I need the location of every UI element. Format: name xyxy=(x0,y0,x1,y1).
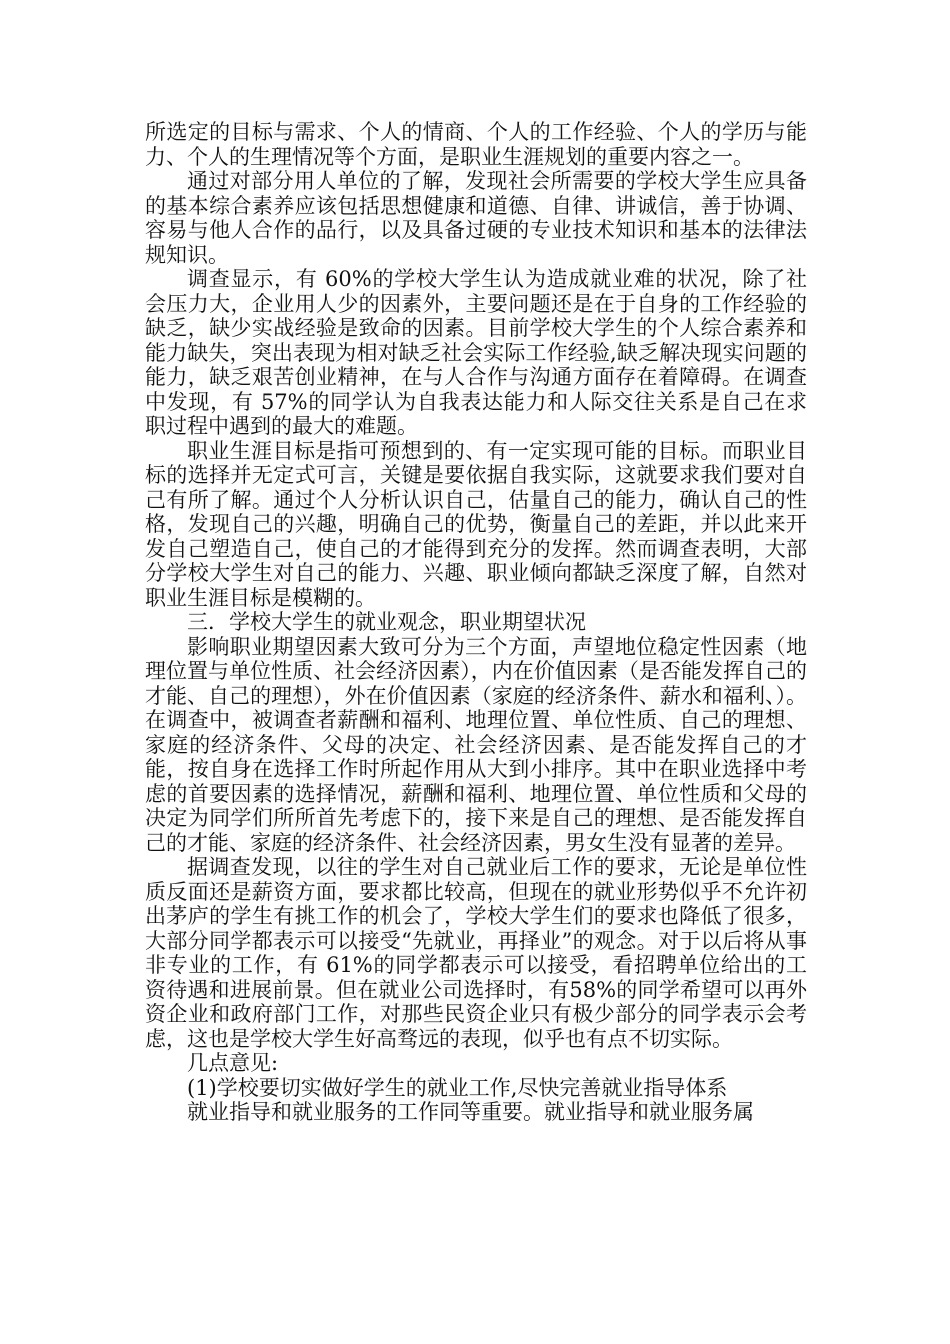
paragraph-expectation-factors: 影响职业期望因素大致可分为三个方面，声望地位稳定性因素（地理位置与单位性质、社会经济因素），内在价值因素（是否能发挥自己的才能、自己的理想），外在价值因素（家庭的经济条件、薪水和福利、）。在调查中，被调查者薪酬和福利、地理位置、单位性质、自己的理想、家庭的经济条件、父母的决定、社会经济因素、是否能发挥自己的才能，按自身在选择工作时所起作用从大到小排序。其中在职业选择中考虑的首要因素的选择情况，薪酬和福利、地理位置、单位性质和父母的决定为同学们所所首先考虑下的，接下来是自己的理想、是否能发挥自己的才能、家庭的经济条件、社会经济因素，男女生没有显著的差异。 xyxy=(145,634,807,855)
paragraph-suggestions-label: 几点意见: xyxy=(187,1051,279,1075)
section-heading: 三．学校大学生的就业观念，职业期望状况 xyxy=(187,610,586,634)
paragraph-guidance-services: 就业指导和就业服务的工作同等重要。就业指导和就业服务属 xyxy=(187,1100,754,1124)
paragraph-employer-requirements: 通过对部分用人单位的了解，发现社会所需要的学校大学生应具备的基本综合素养应该包括思想健康和道德、自律、讲诚信，善于协调、容易与他人合作的品行，以及具备过硬的专业技术知识和基本的法律法规知识。 xyxy=(145,169,807,267)
paragraph-survey-findings: 据调查发现，以往的学生对自己就业后工作的要求，无论是单位性质反面还是薪资方面，要求都比较高，但现在的就业形势似乎不允许初出茅庐的学生有挑工作的机会了，学校大学生们的要求也降低了很多，大部分同学都表示可以接受“先就业，再择业”的观念。对于以后将从事非专业的工作，有 61%的同学都表示可以接受，看招聘单位给出的工资待遇和进展前景。但在就业公司选择时，有58%的同学希望可以再外资企业和政府部门工作，对那些民资企业只有极少部分的同学表示会考虑，这也是学校大学生好高骛远的表现，似乎也有点不切实际。 xyxy=(145,855,807,1051)
paragraph-survey-results: 调查显示，有 60%的学校大学生认为造成就业难的状况，除了社会压力大，企业用人少的因素外，主要问题还是在于自身的工作经验的缺乏，缺少实战经验是致命的因素。目前学校大学生的个人综合素养和能力缺失，突出表现为相对缺乏社会实际工作经验,缺乏解决现实问题的能力，缺乏艰苦创业精神，在与人合作与沟通方面存在着障碍。在调查中发现，有 57%的同学认为自我表达能力和人际交往关系是自己在求职过程中遇到的最大的难题。 xyxy=(145,267,807,438)
document-page xyxy=(145,120,807,1125)
paragraph-continuation: 所选定的目标与需求、个人的情商、个人的工作经验、个人的学历与能力、个人的生理情况等个方面，是职业生涯规划的重要内容之一。 xyxy=(145,120,807,169)
paragraph-career-goals: 职业生涯目标是指可预想到的、有一定实现可能的目标。而职业目标的选择并无定式可言，关键是要依据自我实际，这就要求我们要对自己有所了解。通过个人分析认识自己，估量自己的能力，确认自己的性格，发现自己的兴趣，明确自己的优势，衡量自己的差距，并以此来开发自己塑造自己，使自己的才能得到充分的发挥。然而调查表明，大部分学校大学生对自己的能力、兴趣、职业倾向都缺乏深度了解，自然对职业生涯目标是模糊的。 xyxy=(145,438,807,610)
paragraph-suggestion-1: (1)学校要切实做好学生的就业工作,尽快完善就业指导体系 xyxy=(187,1075,728,1100)
